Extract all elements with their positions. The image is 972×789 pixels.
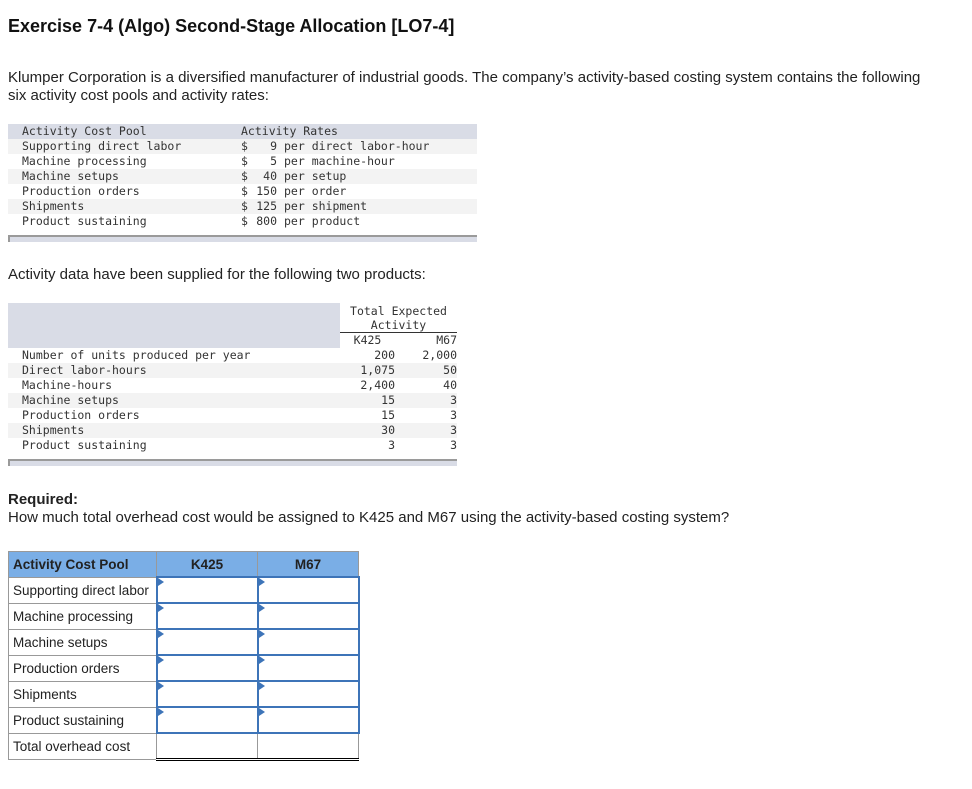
rate-row	[8, 169, 477, 184]
currency: $	[241, 184, 248, 198]
k425-value: 200	[374, 348, 395, 362]
flag-icon	[259, 682, 265, 690]
m67-value: 3	[450, 393, 457, 407]
rate-value: 150	[256, 184, 277, 198]
answer-row	[9, 629, 359, 655]
currency: $	[241, 214, 248, 228]
activity-row	[8, 363, 457, 378]
flag-icon	[259, 630, 265, 638]
rate-row	[8, 154, 477, 169]
question-text: How much total overhead cost would be assigned to K425 and M67 using the activity-based costing system?	[8, 509, 730, 526]
m67-input[interactable]	[259, 657, 358, 679]
flag-icon	[259, 578, 265, 586]
table-footer-bar	[8, 459, 457, 466]
activity-row	[8, 408, 457, 423]
rate-unit: per direct labor-hour	[284, 139, 430, 153]
pool-label: Production orders	[9, 655, 157, 681]
activity-row	[8, 348, 457, 363]
rate-unit: per order	[284, 184, 347, 198]
k425-value: 3	[388, 438, 395, 452]
activity-label: Direct labor-hours	[22, 363, 147, 377]
rate-unit: per machine-hour	[284, 154, 395, 168]
k425-input[interactable]	[158, 709, 257, 731]
answer-row	[9, 707, 359, 733]
activity-rates-table	[8, 124, 477, 242]
col-header: M67	[258, 552, 359, 578]
k425-total	[157, 733, 258, 760]
activity-label: Shipments	[22, 423, 85, 437]
k425-input[interactable]	[158, 683, 257, 705]
table-footer-bar	[8, 235, 477, 242]
activity-label: Product sustaining	[22, 438, 147, 452]
flag-icon	[259, 708, 265, 716]
answer-row	[9, 681, 359, 707]
activity-label: Machine-hours	[22, 378, 113, 392]
col-header: Activity	[370, 318, 427, 332]
answer-row	[9, 603, 359, 629]
activity-row	[8, 378, 457, 393]
m67-input[interactable]	[259, 683, 358, 705]
pool-name: Shipments	[22, 199, 85, 213]
rate-value: 800	[256, 214, 277, 228]
rate-row	[8, 199, 477, 214]
col-header: Total Expected	[350, 304, 447, 318]
answer-row	[9, 577, 359, 603]
col-k425: K425	[353, 333, 382, 347]
rate-value: 9	[270, 139, 277, 153]
col-header: K425	[157, 552, 258, 578]
activity-row	[8, 393, 457, 408]
k425-value: 30	[381, 423, 395, 437]
rate-value: 125	[256, 199, 277, 213]
rate-unit: per shipment	[284, 199, 368, 213]
m67-value: 3	[450, 438, 457, 452]
flag-icon	[259, 604, 265, 612]
rate-row	[8, 139, 477, 154]
k425-value: 2,400	[360, 378, 395, 392]
activity-intro: Activity data have been supplied for the following two products:	[8, 266, 426, 283]
flag-icon	[158, 682, 164, 690]
rate-unit: per setup	[284, 169, 347, 183]
activity-row	[8, 423, 457, 438]
k425-value: 1,075	[360, 363, 395, 377]
total-row	[9, 733, 359, 760]
m67-input[interactable]	[259, 579, 358, 601]
pool-label: Shipments	[9, 681, 157, 707]
k425-value: 15	[381, 393, 395, 407]
activity-label: Machine setups	[22, 393, 119, 407]
intro-text: Klumper Corporation is a diversified manufacturer of industrial goods. The company’s activity-based costing system contains the following six activity cost pools and activity rates:	[8, 69, 921, 104]
m67-value: 3	[450, 408, 457, 422]
m67-value: 2,000	[422, 348, 457, 362]
pool-name: Product sustaining	[22, 214, 147, 228]
col-m67: M67	[436, 333, 457, 347]
activity-data-table	[8, 303, 457, 466]
pool-name: Machine processing	[22, 154, 147, 168]
m67-value: 40	[443, 378, 457, 392]
k425-input[interactable]	[158, 631, 257, 653]
flag-icon	[158, 656, 164, 664]
k425-input[interactable]	[158, 579, 257, 601]
rate-value: 40	[263, 169, 277, 183]
pool-label: Product sustaining	[9, 707, 157, 733]
m67-value: 50	[443, 363, 457, 377]
m67-input[interactable]	[259, 709, 358, 731]
pool-label: Supporting direct labor	[9, 577, 157, 603]
activity-label: Number of units produced per year	[22, 348, 251, 362]
m67-total	[258, 733, 359, 760]
pool-name: Machine setups	[22, 169, 119, 183]
activity-label: Production orders	[22, 408, 140, 422]
currency: $	[241, 169, 248, 183]
col-header: Activity Cost Pool	[9, 552, 157, 578]
answer-table	[8, 551, 360, 761]
flag-icon	[158, 578, 164, 586]
page-title: Exercise 7-4 (Algo) Second-Stage Allocation [LO7-4]	[8, 16, 455, 36]
k425-input[interactable]	[158, 605, 257, 627]
rate-row	[8, 214, 477, 229]
total-label: Total overhead cost	[9, 733, 157, 760]
activity-row	[8, 438, 457, 453]
pool-name: Supporting direct labor	[22, 139, 182, 153]
pool-name: Production orders	[22, 184, 140, 198]
flag-icon	[158, 604, 164, 612]
rate-unit: per product	[284, 214, 361, 228]
m67-input[interactable]	[259, 631, 358, 653]
flag-icon	[158, 708, 164, 716]
currency: $	[241, 139, 248, 153]
required-label: Required:	[8, 491, 79, 508]
col-header: Activity Rates	[241, 124, 338, 138]
m67-input[interactable]	[259, 605, 358, 627]
pool-label: Machine setups	[9, 629, 157, 655]
flag-icon	[259, 656, 265, 664]
pool-label: Machine processing	[9, 603, 157, 629]
k425-input[interactable]	[158, 657, 257, 679]
currency: $	[241, 154, 248, 168]
flag-icon	[158, 630, 164, 638]
rate-row	[8, 184, 477, 199]
answer-row	[9, 655, 359, 681]
m67-value: 3	[450, 423, 457, 437]
col-header: Activity Cost Pool	[22, 124, 147, 138]
k425-value: 15	[381, 408, 395, 422]
currency: $	[241, 199, 248, 213]
rate-value: 5	[270, 154, 277, 168]
